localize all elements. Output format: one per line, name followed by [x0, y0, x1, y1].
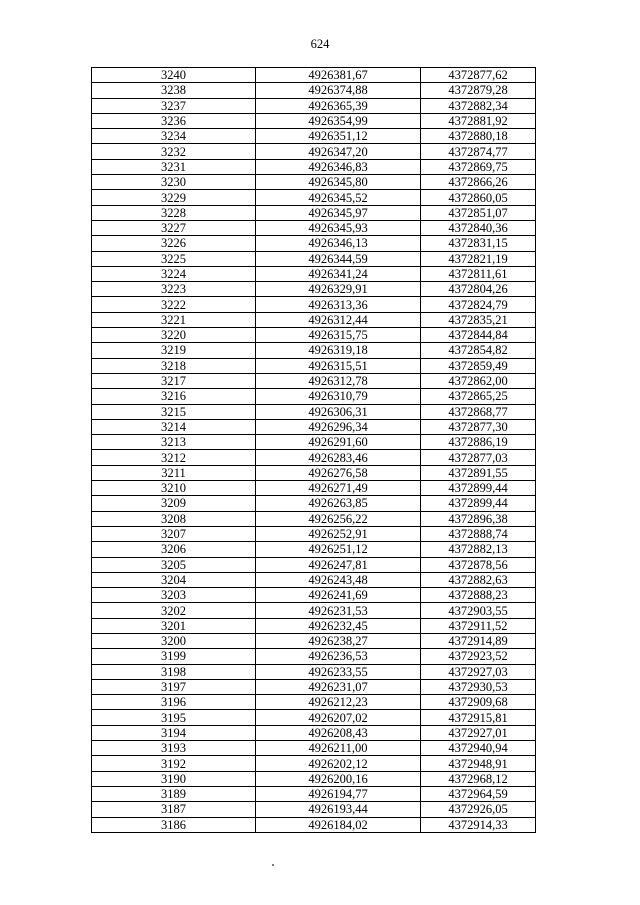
y-coordinate-cell: 4372927,01	[421, 725, 536, 740]
point-number-cell: 3193	[92, 741, 256, 756]
point-number-cell: 3204	[92, 572, 256, 587]
table-row	[92, 664, 536, 679]
point-number-cell: 3221	[92, 312, 256, 327]
table-row	[92, 282, 536, 297]
x-coordinate-cell: 4926345,97	[256, 205, 421, 220]
point-number-cell: 3211	[92, 465, 256, 480]
y-coordinate-cell: 4372896,38	[421, 511, 536, 526]
point-number-cell: 3209	[92, 496, 256, 511]
y-coordinate-cell: 4372824,79	[421, 297, 536, 312]
point-number-cell: 3207	[92, 526, 256, 541]
x-coordinate-cell: 4926184,02	[256, 817, 421, 832]
y-coordinate-cell: 4372860,05	[421, 190, 536, 205]
point-number-cell: 3228	[92, 205, 256, 220]
y-coordinate-cell: 4372903,55	[421, 603, 536, 618]
x-coordinate-cell: 4926315,75	[256, 328, 421, 343]
point-number-cell: 3196	[92, 695, 256, 710]
x-coordinate-cell: 4926291,60	[256, 435, 421, 450]
x-coordinate-cell: 4926345,80	[256, 175, 421, 190]
y-coordinate-cell: 4372865,25	[421, 389, 536, 404]
x-coordinate-cell: 4926374,88	[256, 83, 421, 98]
point-number-cell: 3199	[92, 649, 256, 664]
table-row	[92, 389, 536, 404]
point-number-cell: 3198	[92, 664, 256, 679]
y-coordinate-cell: 4372879,28	[421, 83, 536, 98]
point-number-cell: 3224	[92, 266, 256, 281]
x-coordinate-cell: 4926236,53	[256, 649, 421, 664]
y-coordinate-cell: 4372899,44	[421, 496, 536, 511]
point-number-cell: 3212	[92, 450, 256, 465]
point-number-cell: 3213	[92, 435, 256, 450]
point-number-cell: 3203	[92, 588, 256, 603]
y-coordinate-cell: 4372874,77	[421, 144, 536, 159]
point-number-cell: 3206	[92, 542, 256, 557]
y-coordinate-cell: 4372859,49	[421, 358, 536, 373]
table-row	[92, 297, 536, 312]
table-row	[92, 419, 536, 434]
table-row	[92, 511, 536, 526]
x-coordinate-cell: 4926276,58	[256, 465, 421, 480]
table-row	[92, 404, 536, 419]
y-coordinate-cell: 4372911,52	[421, 618, 536, 633]
point-number-cell: 3192	[92, 756, 256, 771]
y-coordinate-cell: 4372868,77	[421, 404, 536, 419]
x-coordinate-cell: 4926345,93	[256, 220, 421, 235]
point-number-cell: 3219	[92, 343, 256, 358]
table-row	[92, 526, 536, 541]
x-coordinate-cell: 4926251,12	[256, 542, 421, 557]
x-coordinate-cell: 4926345,52	[256, 190, 421, 205]
x-coordinate-cell: 4926211,00	[256, 741, 421, 756]
scan-speck	[272, 864, 274, 866]
point-number-cell: 3208	[92, 511, 256, 526]
point-number-cell: 3234	[92, 129, 256, 144]
y-coordinate-cell: 4372915,81	[421, 710, 536, 725]
y-coordinate-cell: 4372882,34	[421, 98, 536, 113]
point-number-cell: 3195	[92, 710, 256, 725]
x-coordinate-cell: 4926247,81	[256, 557, 421, 572]
table-row	[92, 236, 536, 251]
table-row	[92, 756, 536, 771]
y-coordinate-cell: 4372877,03	[421, 450, 536, 465]
y-coordinate-cell: 4372968,12	[421, 771, 536, 786]
table-row	[92, 98, 536, 113]
point-number-cell: 3227	[92, 220, 256, 235]
x-coordinate-cell: 4926207,02	[256, 710, 421, 725]
y-coordinate-cell: 4372835,21	[421, 312, 536, 327]
y-coordinate-cell: 4372888,74	[421, 526, 536, 541]
table-row	[92, 144, 536, 159]
y-coordinate-cell: 4372909,68	[421, 695, 536, 710]
y-coordinate-cell: 4372811,61	[421, 266, 536, 281]
table-row	[92, 481, 536, 496]
x-coordinate-cell: 4926310,79	[256, 389, 421, 404]
table-row	[92, 266, 536, 281]
y-coordinate-cell: 4372914,33	[421, 817, 536, 832]
point-number-cell: 3223	[92, 282, 256, 297]
y-coordinate-cell: 4372926,05	[421, 802, 536, 817]
x-coordinate-cell: 4926329,91	[256, 282, 421, 297]
point-number-cell: 3190	[92, 771, 256, 786]
x-coordinate-cell: 4926319,18	[256, 343, 421, 358]
y-coordinate-cell: 4372880,18	[421, 129, 536, 144]
point-number-cell: 3205	[92, 557, 256, 572]
point-number-cell: 3225	[92, 251, 256, 266]
x-coordinate-cell: 4926341,24	[256, 266, 421, 281]
table-row	[92, 220, 536, 235]
x-coordinate-cell: 4926241,69	[256, 588, 421, 603]
table-row	[92, 113, 536, 128]
y-coordinate-cell: 4372877,62	[421, 68, 536, 83]
y-coordinate-cell: 4372878,56	[421, 557, 536, 572]
x-coordinate-cell: 4926346,83	[256, 159, 421, 174]
table-row	[92, 435, 536, 450]
table-row	[92, 190, 536, 205]
point-number-cell: 3194	[92, 725, 256, 740]
x-coordinate-cell: 4926381,67	[256, 68, 421, 83]
table-row	[92, 68, 536, 83]
y-coordinate-cell: 4372881,92	[421, 113, 536, 128]
table-row	[92, 159, 536, 174]
x-coordinate-cell: 4926208,43	[256, 725, 421, 740]
table-row	[92, 205, 536, 220]
point-number-cell: 3231	[92, 159, 256, 174]
y-coordinate-cell: 4372940,94	[421, 741, 536, 756]
point-number-cell: 3222	[92, 297, 256, 312]
y-coordinate-cell: 4372854,82	[421, 343, 536, 358]
point-number-cell: 3200	[92, 633, 256, 648]
y-coordinate-cell: 4372914,89	[421, 633, 536, 648]
x-coordinate-cell: 4926315,51	[256, 358, 421, 373]
table-row	[92, 725, 536, 740]
point-number-cell: 3230	[92, 175, 256, 190]
point-number-cell: 3232	[92, 144, 256, 159]
x-coordinate-cell: 4926202,12	[256, 756, 421, 771]
point-number-cell: 3186	[92, 817, 256, 832]
table-row	[92, 603, 536, 618]
table-row	[92, 542, 536, 557]
point-number-cell: 3202	[92, 603, 256, 618]
table-row	[92, 572, 536, 587]
x-coordinate-cell: 4926238,27	[256, 633, 421, 648]
x-coordinate-cell: 4926194,77	[256, 786, 421, 801]
table-row	[92, 802, 536, 817]
point-number-cell: 3238	[92, 83, 256, 98]
table-row	[92, 83, 536, 98]
x-coordinate-cell: 4926193,44	[256, 802, 421, 817]
table-row	[92, 710, 536, 725]
y-coordinate-cell: 4372923,52	[421, 649, 536, 664]
point-number-cell: 3229	[92, 190, 256, 205]
y-coordinate-cell: 4372891,55	[421, 465, 536, 480]
point-number-cell: 3187	[92, 802, 256, 817]
x-coordinate-cell: 4926231,53	[256, 603, 421, 618]
y-coordinate-cell: 4372886,19	[421, 435, 536, 450]
y-coordinate-cell: 4372877,30	[421, 419, 536, 434]
table-row	[92, 496, 536, 511]
y-coordinate-cell: 4372862,00	[421, 373, 536, 388]
point-number-cell: 3226	[92, 236, 256, 251]
x-coordinate-cell: 4926296,34	[256, 419, 421, 434]
point-number-cell: 3214	[92, 419, 256, 434]
x-coordinate-cell: 4926233,55	[256, 664, 421, 679]
y-coordinate-cell: 4372866,26	[421, 175, 536, 190]
x-coordinate-cell: 4926263,85	[256, 496, 421, 511]
x-coordinate-cell: 4926312,78	[256, 373, 421, 388]
y-coordinate-cell: 4372869,75	[421, 159, 536, 174]
x-coordinate-cell: 4926313,36	[256, 297, 421, 312]
table-row	[92, 251, 536, 266]
table-row	[92, 175, 536, 190]
y-coordinate-cell: 4372888,23	[421, 588, 536, 603]
y-coordinate-cell: 4372948,91	[421, 756, 536, 771]
point-number-cell: 3217	[92, 373, 256, 388]
x-coordinate-cell: 4926200,16	[256, 771, 421, 786]
page-number: 624	[310, 37, 330, 51]
y-coordinate-cell: 4372882,13	[421, 542, 536, 557]
x-coordinate-cell: 4926312,44	[256, 312, 421, 327]
table-row	[92, 741, 536, 756]
point-number-cell: 3237	[92, 98, 256, 113]
x-coordinate-cell: 4926344,59	[256, 251, 421, 266]
point-number-cell: 3218	[92, 358, 256, 373]
x-coordinate-cell: 4926243,48	[256, 572, 421, 587]
coordinates-table	[91, 67, 536, 833]
y-coordinate-cell: 4372964,59	[421, 786, 536, 801]
y-coordinate-cell: 4372821,19	[421, 251, 536, 266]
x-coordinate-cell: 4926346,13	[256, 236, 421, 251]
point-number-cell: 3240	[92, 68, 256, 83]
table-row	[92, 679, 536, 694]
table-row	[92, 358, 536, 373]
x-coordinate-cell: 4926365,39	[256, 98, 421, 113]
table-row	[92, 588, 536, 603]
x-coordinate-cell: 4926351,12	[256, 129, 421, 144]
point-number-cell: 3220	[92, 328, 256, 343]
x-coordinate-cell: 4926347,20	[256, 144, 421, 159]
x-coordinate-cell: 4926232,45	[256, 618, 421, 633]
table-row	[92, 328, 536, 343]
table-row	[92, 373, 536, 388]
table-row	[92, 695, 536, 710]
y-coordinate-cell: 4372930,53	[421, 679, 536, 694]
y-coordinate-cell: 4372882,63	[421, 572, 536, 587]
x-coordinate-cell: 4926354,99	[256, 113, 421, 128]
y-coordinate-cell: 4372899,44	[421, 481, 536, 496]
table-row	[92, 557, 536, 572]
y-coordinate-cell: 4372831,15	[421, 236, 536, 251]
x-coordinate-cell: 4926231,07	[256, 679, 421, 694]
y-coordinate-cell: 4372804,26	[421, 282, 536, 297]
point-number-cell: 3215	[92, 404, 256, 419]
table-row	[92, 312, 536, 327]
point-number-cell: 3201	[92, 618, 256, 633]
table-row	[92, 343, 536, 358]
x-coordinate-cell: 4926252,91	[256, 526, 421, 541]
table-row	[92, 786, 536, 801]
point-number-cell: 3189	[92, 786, 256, 801]
y-coordinate-cell: 4372840,36	[421, 220, 536, 235]
y-coordinate-cell: 4372851,07	[421, 205, 536, 220]
coordinates-table-body	[92, 68, 536, 833]
table-row	[92, 649, 536, 664]
x-coordinate-cell: 4926212,23	[256, 695, 421, 710]
point-number-cell: 3197	[92, 679, 256, 694]
table-row	[92, 618, 536, 633]
y-coordinate-cell: 4372927,03	[421, 664, 536, 679]
x-coordinate-cell: 4926283,46	[256, 450, 421, 465]
table-row	[92, 129, 536, 144]
x-coordinate-cell: 4926271,49	[256, 481, 421, 496]
point-number-cell: 3216	[92, 389, 256, 404]
table-row	[92, 633, 536, 648]
x-coordinate-cell: 4926256,22	[256, 511, 421, 526]
point-number-cell: 3210	[92, 481, 256, 496]
table-row	[92, 450, 536, 465]
y-coordinate-cell: 4372844,84	[421, 328, 536, 343]
table-row	[92, 465, 536, 480]
table-row	[92, 771, 536, 786]
x-coordinate-cell: 4926306,31	[256, 404, 421, 419]
table-row	[92, 817, 536, 832]
point-number-cell: 3236	[92, 113, 256, 128]
